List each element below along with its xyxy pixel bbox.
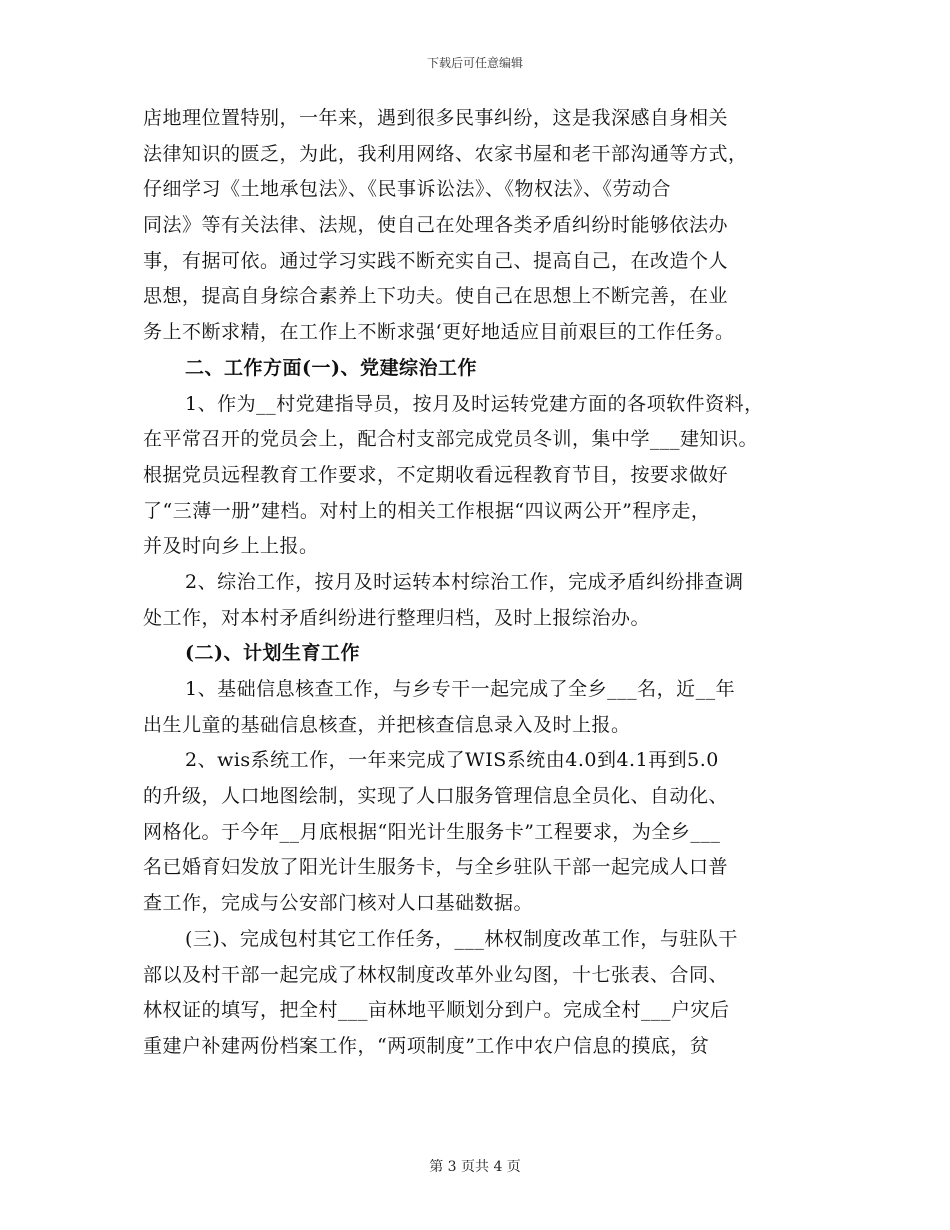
paragraph-line: 仔细学习《土地承包法》、《民事诉讼法》、《物权法》、《劳动合 [143,178,672,201]
document-body [143,101,813,1065]
section-heading: (二)、计划生育工作 [185,642,360,665]
paragraph-line: 同法》等有关法律、法规，使自己在处理各类矛盾纠纷时能够依法办 [143,214,729,237]
page-number: 第 3 页共 4 页 [429,1159,521,1175]
paragraph-line: 2、wis系统工作，一年来完成了WIS系统由4.0到4.1再到5.0 [185,749,719,772]
paragraph-line: 1、基础信息核查工作，与乡专干一起完成了全乡___名，近__年 [185,678,736,700]
paragraph-line: 1、作为__村党建指导员，按月及时运转党建方面的各项软件资料， [185,392,764,415]
paragraph-line: 了“三薄一册”建档。对村上的相关工作根据“四议两公开”程序走， [143,499,711,522]
header-note: 下载后可任意编辑 [426,56,523,70]
paragraph-line: (三)、完成包村其它工作任务，___林权制度改革工作，与驻队干 [185,927,738,950]
paragraph-line: 法律知识的匮乏，为此，我利用网络、农家书屋和老干部沟通等方式， [143,142,748,165]
paragraph-line: 在平常召开的党员会上，配合村支部完成党员冬训，集中学___建知识。 [143,428,759,451]
paragraph-line: 务上不断求精，在工作上不断求强‘更好地适应目前艰巨的工作任务。 [143,321,735,344]
paragraph-line: 查工作，完成与公安部门核对人口基础数据。 [143,892,534,915]
paragraph-line: 的升级，人口地图绘制，实现了人口服务管理信息全员化、自动化、 [143,785,729,808]
paragraph-line: 网格化。于今年__月底根据“阳光计生服务卡”工程要求，为全乡___ [143,820,721,843]
paragraph-line: 店地理位置特别，一年来，遇到很多民事纠纷，这是我深感自身相关 [143,107,729,129]
paragraph-line: 出生儿童的基础信息核查，并把核查信息录入及时上报。 [143,713,631,736]
paragraph-line: 名已婚育妇发放了阳光计生服务卡，与全乡驻队干部一起完成人口普 [143,856,729,879]
paragraph-line: 2、综治工作，按月及时运转本村综治工作，完成矛盾纠纷排查调 [185,570,744,593]
paragraph-line: 处工作，对本村矛盾纠纷进行整理归档，及时上报综治办。 [143,606,651,629]
section-heading: 二、工作方面(一)、党建综治工作 [185,356,477,379]
paragraph-line: 根据党员远程教育工作要求，不定期收看远程教育节目，按要求做好 [143,463,729,486]
paragraph-line: 部以及村干部一起完成了林权制度改革外业勾图，十七张表、合同、 [143,963,729,986]
paragraph-line: 重建户补建两份档案工作，“两项制度”工作中农户信息的摸底，贫 [143,1034,710,1057]
paragraph-line: 思想，提高自身综合素养上下功夫。使自己在思想上不断完善，在业 [143,285,729,308]
paragraph-line: 事，有据可依。通过学习实践不断充实自己、提高自己，在改造个人 [143,249,729,272]
paragraph-line: 并及时向乡上上报。 [143,535,319,558]
paragraph-line: 林权证的填写，把全村___亩林地平顺划分到户。完成全村___户灾后 [143,999,730,1022]
